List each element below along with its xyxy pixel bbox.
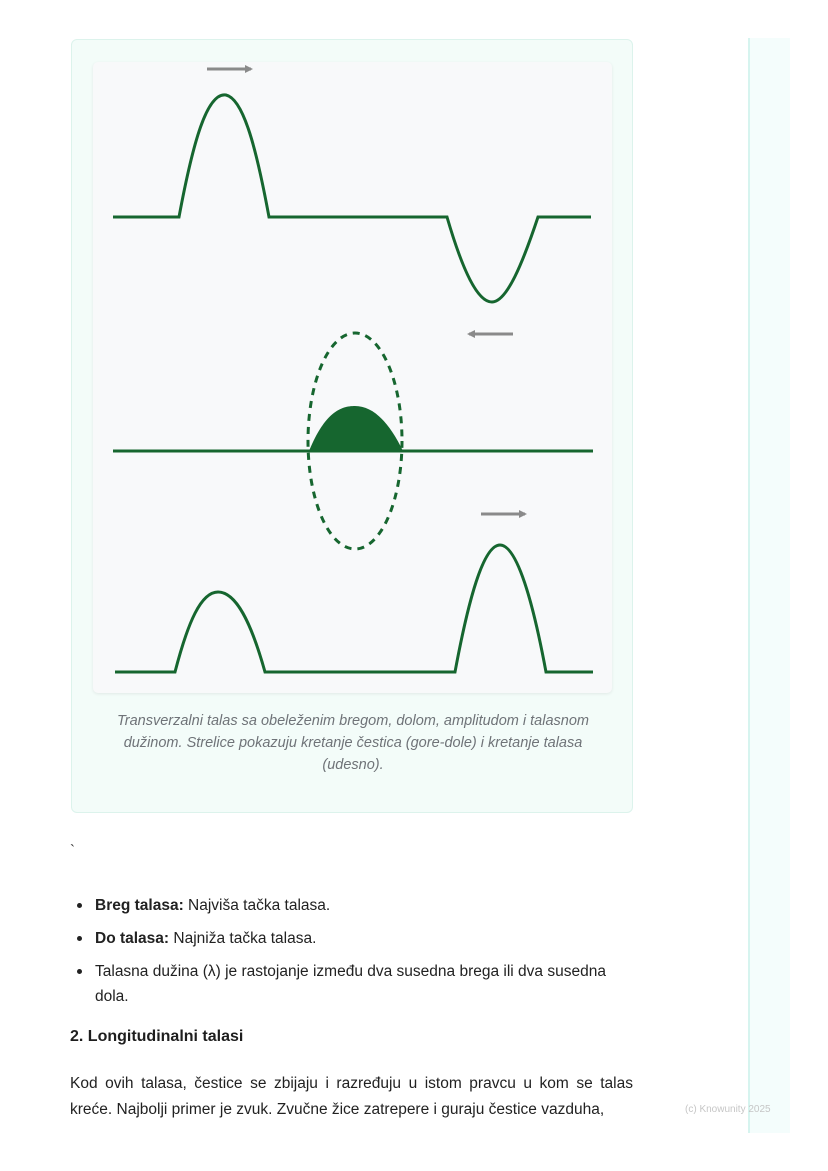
wave-diagram-svg [93, 62, 612, 693]
wave-filled-bump [309, 406, 403, 451]
wave-crest-trough [113, 95, 591, 302]
term-crest: Breg talasa: [95, 897, 184, 914]
figure-caption: Transverzalni talas sa obeleženim bregom, dolom, amplitudom i talasnom dužinom. Strelice pokazuju kretanje čestica (gore-dole) i kretanje talasa (udesno). [116, 713, 589, 773]
figure-card [71, 39, 633, 813]
definition-trough: Najniža tačka talasa. [169, 930, 317, 947]
list-item [71, 926, 636, 951]
definition-wavelength: Talasna dužina (λ) je rastojanje između dva susedna brega ili dva susedna dola. [95, 963, 606, 1005]
definition-crest: Najviša tačka talasa. [183, 897, 331, 914]
definition-list [71, 893, 636, 1017]
list-item [71, 959, 636, 1009]
watermark: (c) Knowunity 2025 [685, 1104, 771, 1115]
wave-illustration [93, 62, 612, 693]
stray-backtick: ` [70, 842, 75, 859]
wave-two-crests [115, 545, 593, 672]
right-margin-panel [748, 38, 790, 1133]
list-item [71, 893, 636, 918]
term-trough: Do talasa: [95, 930, 170, 947]
section-heading: 2. Longitudinalni talasi [70, 1028, 244, 1045]
section-paragraph: Kod ovih talasa, čestice se zbijaju i razređuju u istom pravcu u kom se talas kreće. Najbolji primer je zvuk. Zvučne žice zatrepere i guraju čestice vazduha, [70, 1075, 633, 1118]
